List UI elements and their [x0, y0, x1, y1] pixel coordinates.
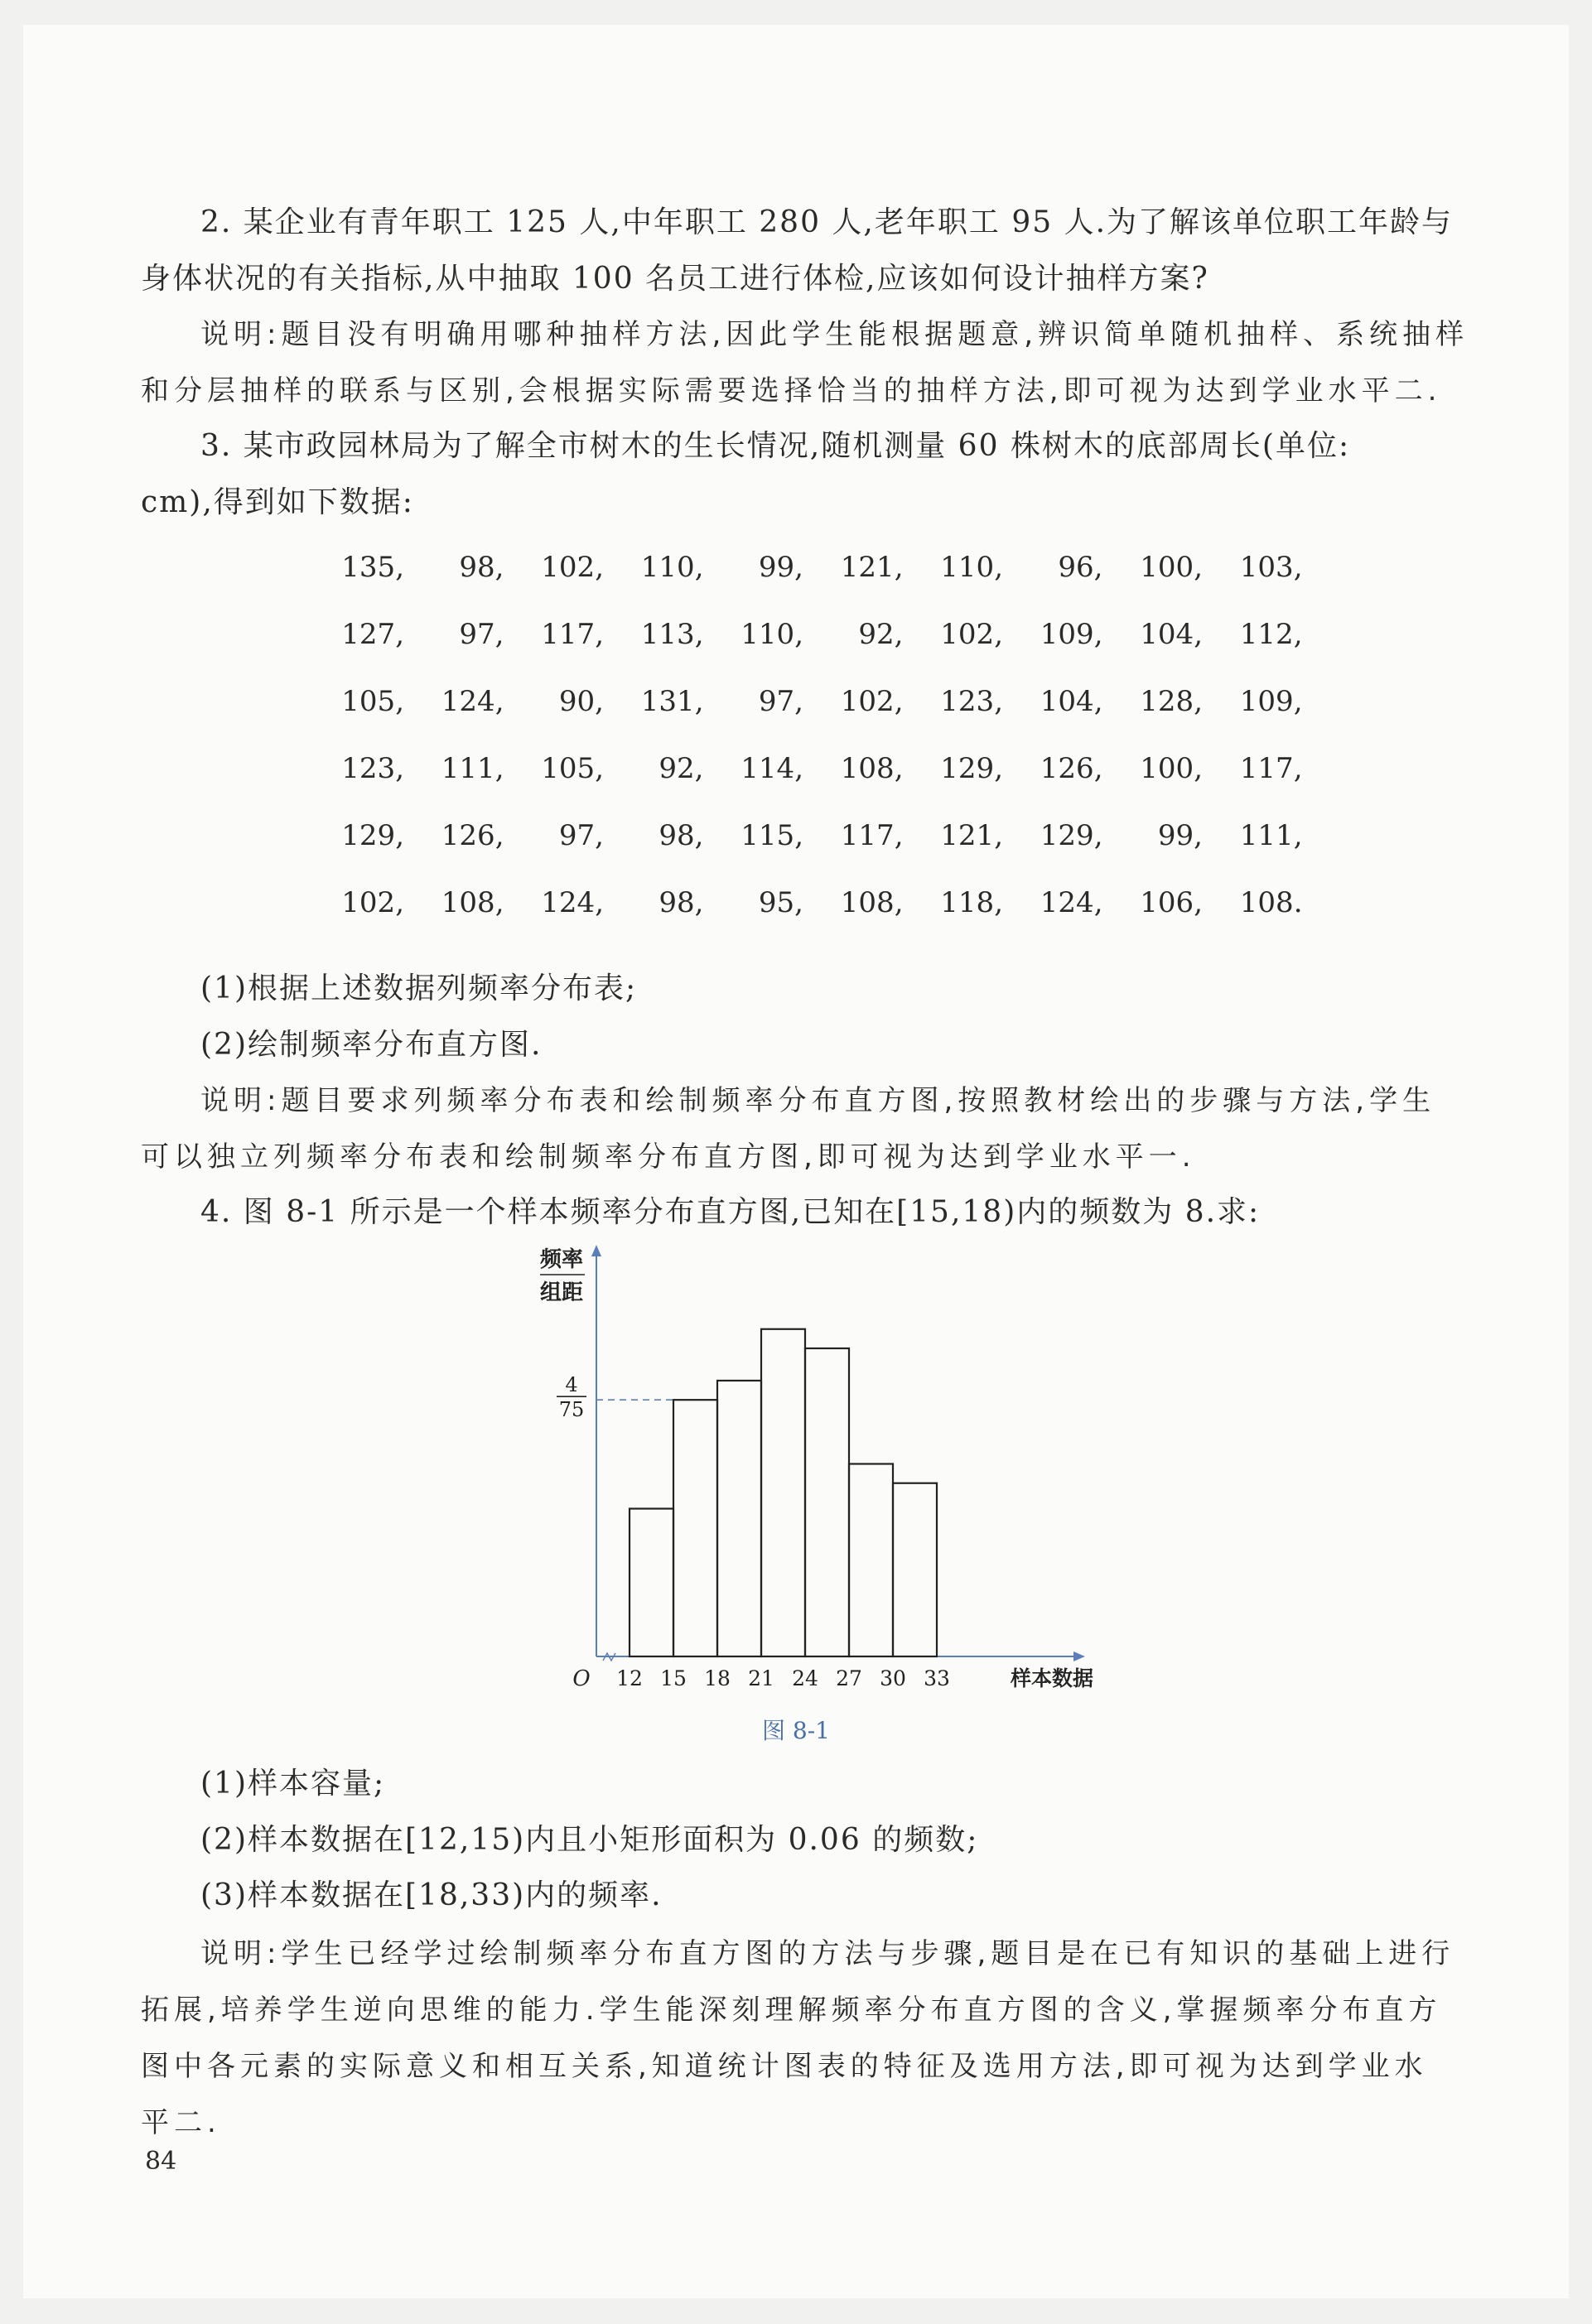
data-cell: 114, — [741, 752, 803, 785]
data-cell: 99, — [758, 551, 803, 584]
data-cell: 108, — [840, 886, 904, 919]
data-cell: 90, — [558, 685, 604, 718]
q4-sub3: (3)样本数据在[18,33)内的频率. — [200, 1878, 663, 1912]
data-cell: 102, — [541, 551, 604, 584]
ref-denominator: 75 — [558, 1398, 585, 1422]
histogram-bar — [805, 1348, 849, 1656]
histogram-chart — [514, 1238, 1093, 1702]
data-cell: 96, — [1058, 551, 1103, 584]
histogram-bar — [717, 1381, 761, 1656]
data-cell: 97, — [558, 819, 604, 852]
q3-line2: cm),得到如下数据: — [141, 485, 414, 519]
data-cell: 118, — [940, 886, 1003, 919]
data-cell: 124, — [1040, 886, 1103, 919]
data-cell: 106, — [1140, 886, 1203, 919]
data-cell: 100, — [1140, 752, 1203, 785]
data-cell: 108, — [441, 886, 504, 919]
histogram-bar — [630, 1509, 673, 1656]
q3-sub1: (1)根据上述数据列频率分布表; — [200, 972, 638, 1005]
data-cell: 98, — [659, 886, 704, 919]
data-cell: 104, — [1040, 685, 1103, 718]
x-tick-label: 24 — [792, 1666, 818, 1690]
data-cell: 108. — [1239, 886, 1303, 919]
data-cell: 110, — [741, 618, 803, 651]
data-cell: 102, — [341, 886, 404, 919]
data-cell: 92, — [858, 618, 904, 651]
q4-note-line3: 图中各元素的实际意义和相互关系,知道统计图表的特征及选用方法,即可视为达到学业水 — [141, 2050, 1428, 2083]
figure-caption: 图 8-1 — [762, 1717, 830, 1744]
histogram-bar — [761, 1329, 805, 1656]
data-cell: 112, — [1239, 618, 1303, 651]
data-cell: 121, — [840, 551, 904, 584]
histogram-bar — [893, 1483, 937, 1656]
origin-label: O — [572, 1666, 591, 1691]
q4-sub2: (2)样本数据在[12,15)内且小矩形面积为 0.06 的频数; — [200, 1823, 979, 1857]
x-tick-label: 12 — [616, 1666, 643, 1690]
x-axis-label: 样本数据 — [1011, 1666, 1093, 1690]
data-cell: 127, — [341, 618, 404, 651]
page-number: 84 — [145, 2147, 177, 2176]
data-cell: 110, — [940, 551, 1003, 584]
data-cell: 104, — [1140, 618, 1203, 651]
data-cell: 99, — [1157, 819, 1203, 852]
q4-sub1: (1)样本容量; — [200, 1767, 386, 1801]
data-cell: 111, — [441, 752, 504, 785]
q2-note-line2: 和分层抽样的联系与区别,会根据实际需要选择恰当的抽样方法,即可视为达到学业水平二. — [141, 374, 1442, 407]
data-cell: 105, — [341, 685, 404, 718]
data-cell: 98, — [459, 551, 504, 584]
y-label-bottom: 组距 — [539, 1280, 584, 1305]
q2-line2: 身体状况的有关指标,从中抽取 100 名员工进行体检,应该如何设计抽样方案? — [141, 262, 1209, 296]
data-cell: 92, — [659, 752, 704, 785]
x-tick-label: 33 — [924, 1666, 950, 1690]
data-cell: 97, — [459, 618, 504, 651]
data-cell: 100, — [1140, 551, 1203, 584]
q3-line1: 3. 某市政园林局为了解全市树木的生长情况,随机测量 60 株树木的底部周长(单位: — [200, 429, 1351, 463]
data-cell: 108, — [840, 752, 904, 785]
y-axis-arrow — [591, 1245, 601, 1256]
histogram-figure — [514, 1238, 1093, 1705]
q2-note-line1: 说明:题目没有明确用哪种抽样方法,因此学生能根据题意,辨识简单随机抽样、系统抽样 — [200, 318, 1469, 351]
data-cell: 103, — [1239, 551, 1303, 584]
data-cell: 129, — [341, 819, 404, 852]
data-cell: 123, — [940, 685, 1003, 718]
data-cell: 121, — [940, 819, 1003, 852]
q3-note-line1: 说明:题目要求列频率分布表和绘制频率分布直方图,按照教材绘出的步骤与方法,学生 — [200, 1084, 1436, 1117]
data-cell: 113, — [640, 618, 704, 651]
data-cell: 131, — [640, 685, 704, 718]
data-cell: 109, — [1040, 618, 1103, 651]
data-cell: 129, — [940, 752, 1003, 785]
x-tick-label: 18 — [704, 1666, 731, 1690]
data-cell: 123, — [341, 752, 404, 785]
data-cell: 98, — [659, 819, 704, 852]
data-cell: 117, — [541, 618, 604, 651]
data-cell: 128, — [1140, 685, 1203, 718]
histogram-bar — [673, 1400, 717, 1656]
x-axis-arrow — [1073, 1651, 1085, 1661]
data-cell: 105, — [541, 752, 604, 785]
data-cell: 102, — [840, 685, 904, 718]
q2-line1: 2. 某企业有青年职工 125 人,中年职工 280 人,老年职工 95 人.为了解该单位职工年龄与 — [200, 205, 1454, 239]
data-cell: 126, — [441, 819, 504, 852]
q4-note-line2: 拓展,培养学生逆向思维的能力.学生能深刻理解频率分布直方图的含义,掌握频率分布直方 — [141, 1994, 1442, 2027]
data-cell: 95, — [758, 886, 803, 919]
data-cell: 110, — [640, 551, 704, 584]
ref-numerator: 4 — [565, 1373, 578, 1397]
data-cell: 126, — [1040, 752, 1103, 785]
data-cell: 129, — [1040, 819, 1103, 852]
data-cell: 115, — [741, 819, 803, 852]
axis-break-mark — [603, 1653, 615, 1661]
x-tick-label: 30 — [880, 1666, 906, 1690]
histogram-bar — [849, 1464, 893, 1657]
q4-line1: 4. 图 8-1 所示是一个样本频率分布直方图,已知在[15,18)内的频数为 8.求: — [200, 1195, 1261, 1229]
data-cell: 135, — [341, 551, 404, 584]
data-cell: 117, — [840, 819, 904, 852]
x-tick-label: 27 — [836, 1666, 862, 1690]
data-cell: 124, — [441, 685, 504, 718]
x-tick-label: 15 — [660, 1666, 687, 1690]
data-cell: 97, — [758, 685, 803, 718]
q3-sub2: (2)绘制频率分布直方图. — [200, 1028, 543, 1062]
data-cell: 109, — [1239, 685, 1303, 718]
data-cell: 111, — [1239, 819, 1303, 852]
data-cell: 117, — [1239, 752, 1303, 785]
y-label-top: 频率 — [539, 1247, 584, 1272]
q3-note-line2: 可以独立列频率分布表和绘制频率分布直方图,即可视为达到学业水平一. — [141, 1140, 1196, 1174]
x-tick-label: 21 — [748, 1666, 774, 1690]
q4-note-line1: 说明:学生已经学过绘制频率分布直方图的方法与步骤,题目是在已有知识的基础上进行 — [200, 1937, 1455, 1970]
data-cell: 102, — [940, 618, 1003, 651]
q4-note-line4: 平二. — [141, 2106, 221, 2139]
data-cell: 124, — [541, 886, 604, 919]
